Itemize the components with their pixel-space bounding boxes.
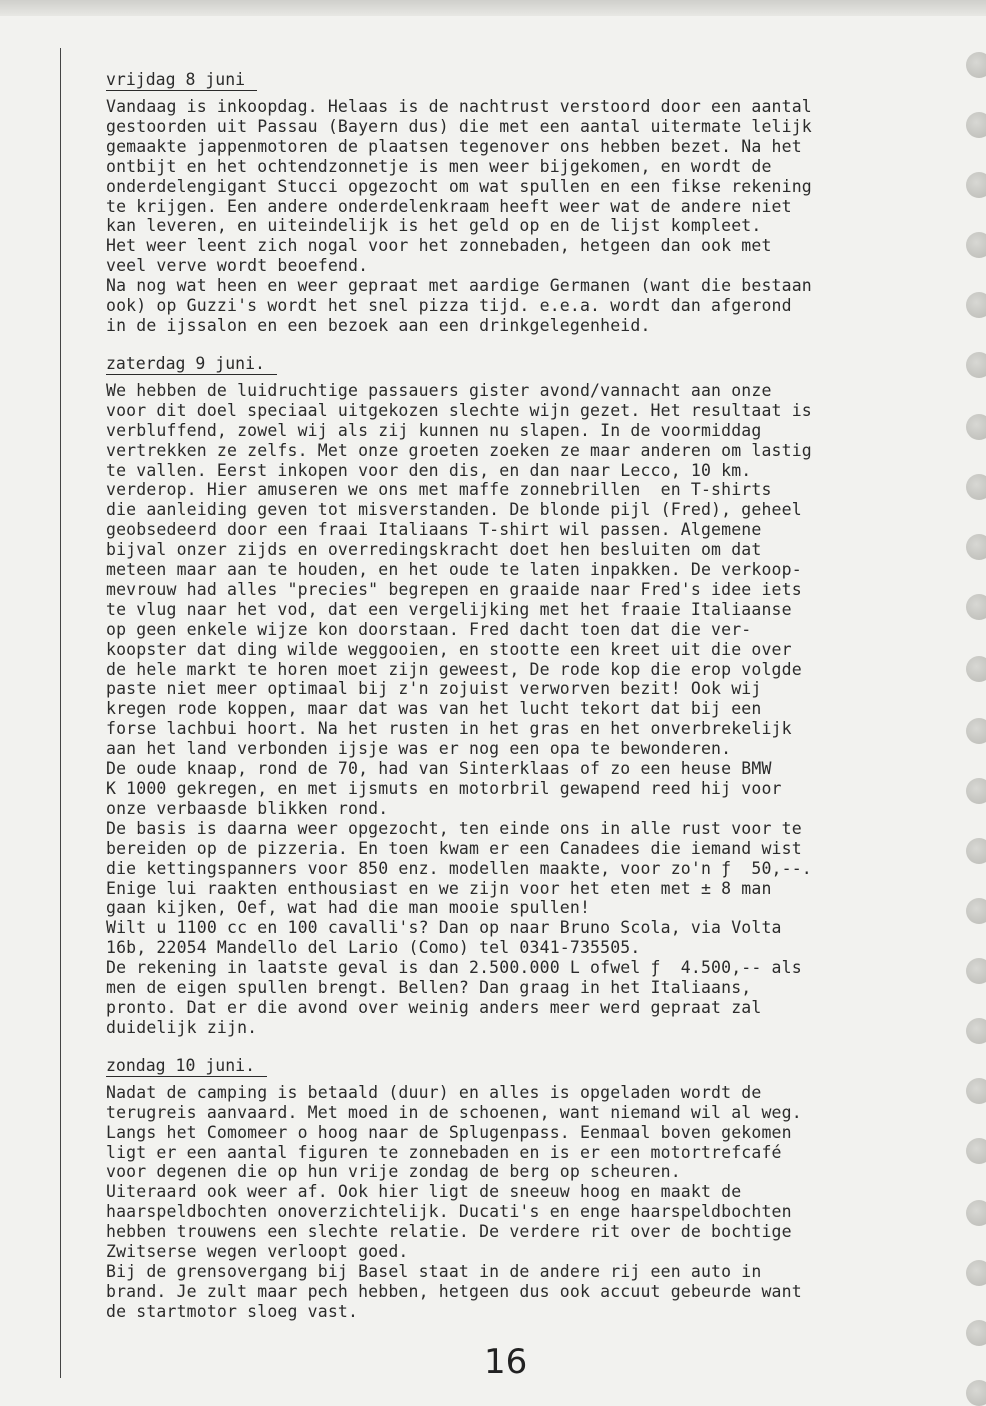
binder-hole — [966, 838, 986, 864]
binder-hole — [966, 1200, 986, 1226]
text-line: forse lachbui hoort. Na het rusten in het gras en het onverbrekelijk — [106, 719, 792, 739]
binder-hole — [966, 718, 986, 744]
page-number: 16 — [484, 1342, 528, 1382]
binder-hole — [966, 594, 986, 620]
text-line: vertrekken ze zelfs. Met onze groeten zoeken ze maar anderen om lastig — [106, 440, 812, 460]
binder-hole — [966, 292, 986, 318]
text-line: ligt er een aantal figuren te zonnebaden en is er een motortrefcafé — [106, 1142, 782, 1162]
text-line: haarspeldbochten onoverzichtelijk. Ducati's en enge haarspeldbochten — [106, 1202, 792, 1222]
text-line: gestoorden uit Passau (Bayern dus) die met een aantal uitermate lelijk — [106, 116, 812, 136]
text-line: op geen enkele wijze kon doorstaan. Fred dacht toen dat die ver- — [106, 619, 752, 639]
text-line: brand. Je zult maar pech hebben, hetgeen dus ook accuut gebeurde want — [106, 1281, 802, 1301]
text-line: Uiteraard ook weer af. Ook hier ligt de sneeuw hoog en maakt de — [106, 1182, 742, 1202]
text-line: Het weer leent zich nogal voor het zonnebaden, hetgeen dan ook met — [106, 236, 772, 256]
text-line: Bij de grensovergang bij Basel staat in de andere rij een auto in — [106, 1261, 762, 1281]
text-line: terugreis aanvaard. Met moed in de schoenen, want niemand wil al weg. — [106, 1102, 802, 1122]
text-line: te vallen. Eerst inkopen voor den dis, en dan naar Lecco, 10 km. — [106, 460, 752, 480]
text-line: voor dit doel speciaal uitgekozen slechte wijn gezet. Het resultaat is — [106, 400, 812, 420]
text-line: men de eigen spullen brengt. Bellen? Dan graag in het Italiaans, — [106, 978, 752, 998]
text-line: te vlug naar het vod, dat een vergelijking met het fraaie Italiaanse — [106, 599, 792, 619]
text-line: voor degenen die op hun vrije zondag de berg op scheuren. — [106, 1162, 681, 1182]
binder-hole — [966, 172, 986, 198]
text-line: de startmotor sloeg vast. — [106, 1301, 359, 1321]
text-line: Na nog wat heen en weer gepraat met aardige Germanen (want die bestaan — [106, 276, 812, 296]
text-line: koopster dat ding wilde weggooien, en stootte een kreet uit die over — [106, 639, 792, 659]
entry-date-heading: vrijdag 8 juni — [106, 70, 257, 91]
text-line: 16b, 22054 Mandello del Lario (Como) tel 0341-735505. — [106, 938, 641, 958]
text-line: onze verbaasde blikken rond. — [106, 798, 389, 818]
text-line: K 1000 gekregen, en met ijsmuts en motorbril gewapend reed hij voor — [106, 779, 782, 798]
page-body — [106, 70, 958, 1340]
text-line: bereiden op de pizzeria. En toen kwam er een Canadees die iemand wist — [106, 838, 802, 858]
binder-hole — [966, 778, 986, 804]
text-line: Wilt u 1100 cc en 100 cavalli's? Dan op naar Bruno Scola, via Volta — [106, 918, 782, 938]
text-line: veel verve wordt beoefend. — [106, 256, 369, 276]
binder-hole — [966, 414, 986, 440]
text-line: Zwitserse wegen verloopt goed. — [106, 1242, 409, 1262]
text-line: die kettingspanners voor 850 enz. modellen maakte, voor zo'n ƒ 50,--. — [106, 858, 812, 878]
diary-entry — [106, 70, 958, 336]
binder-hole — [966, 1018, 986, 1044]
binder-hole — [966, 656, 986, 682]
binder-hole — [966, 352, 986, 378]
binder-hole — [966, 534, 986, 560]
text-line: gemaakte jappenmotoren de plaatsen tegenover ons hebben bezet. Na het — [106, 136, 802, 156]
text-line: die aanleiding geven tot misverstanden. De blonde pijl (Fred), geheel — [106, 500, 802, 520]
text-line: hebben trouwens een slechte relatie. De verdere rit over de bochtige — [106, 1222, 792, 1242]
text-line: De oude knaap, rond de 70, had van Sinterklaas of zo een heuse BMW — [106, 759, 772, 779]
binder-hole — [966, 1320, 986, 1346]
text-line: verderop. Hier amuseren we ons met maffe zonnebrillen en T-shirts — [106, 480, 772, 500]
text-line: te krijgen. Een andere onderdelenkraam heeft weer wat de andere niet — [106, 196, 792, 216]
text-line: onderdelengigant Stucci opgezocht om wat spullen en een fikse rekening — [106, 176, 812, 196]
binder-hole — [966, 898, 986, 924]
text-line: gaan kijken, Oef, wat had die man mooie spullen! — [106, 898, 591, 918]
text-line: bijval onzer zijds en overredingskracht doet hen besluiten om dat — [106, 540, 762, 560]
text-line: duidelijk zijn. — [106, 1017, 258, 1037]
text-line: kan leveren, en uiteindelijk is het geld op en de lijst kompleet. — [106, 216, 762, 236]
text-line: ontbijt en het ochtendzonnetje is men weer bijgekomen, en wordt de — [106, 156, 772, 176]
binder-holes — [956, 0, 986, 1402]
binder-hole — [966, 1078, 986, 1104]
binder-hole — [966, 958, 986, 984]
text-line: geobsedeerd door een fraai Italiaans T-shirt wil passen. Algemene — [106, 520, 762, 540]
text-line: Vandaag is inkoopdag. Helaas is de nachtrust verstoord door een aantal — [106, 97, 812, 116]
binder-hole — [966, 52, 986, 78]
text-line: We hebben de luidruchtige passauers gister avond/vannacht aan onze — [106, 380, 772, 400]
text-line: Nadat de camping is betaald (duur) en alles is opgeladen wordt de — [106, 1082, 762, 1102]
diary-entry — [106, 1056, 958, 1322]
text-line: De rekening in laatste geval is dan 2.500.000 L ofwel ƒ 4.500,-- als — [106, 958, 802, 978]
text-line: mevrouw had alles "precies" begrepen en graaide naar Fred's idee iets — [106, 579, 802, 599]
text-line: aan het land verbonden ijsje was er nog een opa te bewonderen. — [106, 739, 732, 759]
text-line: de hele markt te horen moet zijn geweest, De rode kop die erop volgde — [106, 659, 802, 679]
text-line: kregen rode koppen, maar dat was van het lucht tekort dat bij een — [106, 699, 762, 719]
text-line: verbluffend, zowel wij als zij kunnen nu slapen. In de voormiddag — [106, 420, 762, 440]
text-line: pronto. Dat er die avond over weinig anders meer werd gepraat zal — [106, 997, 762, 1017]
page-top-edge — [0, 0, 986, 16]
text-line: in de ijssalon en een bezoek aan een drinkgelegenheid. — [106, 315, 651, 335]
text-line: ook) op Guzzi's wordt het snel pizza tijd. e.e.a. wordt dan afgerond — [106, 296, 792, 316]
margin-line — [60, 48, 61, 1378]
binder-hole — [966, 112, 986, 138]
text-line: paste niet meer optimaal bij z'n zojuist verworven bezit! Ook wij — [106, 679, 762, 699]
diary-entry — [106, 354, 958, 1038]
entry-date-heading: zondag 10 juni. — [106, 1056, 267, 1077]
binder-hole — [966, 232, 986, 258]
text-line: meteen maar aan te houden, en het oude te laten inpakken. De verkoop- — [106, 560, 802, 580]
binder-hole — [966, 474, 986, 500]
text-line: Langs het Comomeer o hoog naar de Splugenpass. Eenmaal boven gekomen — [106, 1122, 792, 1142]
text-line: De basis is daarna weer opgezocht, ten einde ons in alle rust voor te — [106, 818, 802, 838]
binder-hole — [966, 1380, 986, 1406]
binder-hole — [966, 1138, 986, 1164]
text-line: Enige lui raakten enthousiast en we zijn voor het eten met ± 8 man — [106, 878, 772, 898]
entry-date-heading: zaterdag 9 juni. — [106, 354, 277, 375]
binder-hole — [966, 1260, 986, 1286]
